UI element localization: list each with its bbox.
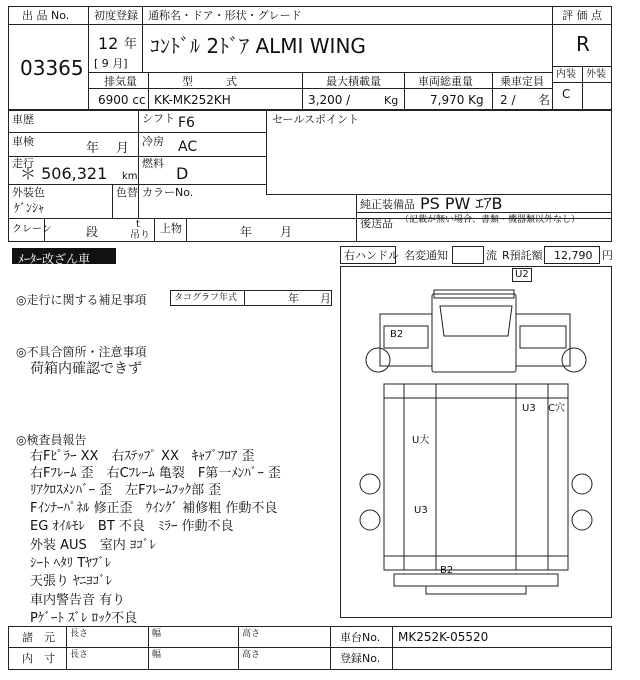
- rear-right-wheel-2: [572, 510, 592, 530]
- reg-year-unit: 年: [124, 37, 138, 52]
- fuel-value: D: [176, 164, 189, 183]
- height-label: 高さ: [242, 629, 261, 639]
- upper-year: 年: [240, 225, 253, 239]
- divider: [404, 72, 405, 110]
- aircon-label: 冷房: [142, 135, 164, 148]
- rear-note: （記載が無い場合、書類・機器類以外なし）: [400, 215, 581, 225]
- mileage-label: 走行: [12, 157, 34, 170]
- interior-grade: C: [562, 87, 571, 101]
- model-name: ｺﾝﾄﾞﾙ 2ﾄﾞｱ ALMI WING: [150, 34, 366, 58]
- divider: [138, 184, 139, 218]
- front-left-wheel: [366, 348, 390, 372]
- divider: [142, 24, 143, 72]
- color-code-label: カラーNo.: [142, 186, 194, 199]
- inspector-line: Pｹﾞｰﾄ ｽﾞﾚ ﾛｯｸ不良: [30, 611, 138, 626]
- tacho-month: 月: [320, 292, 331, 305]
- grade-label: 評 価 点: [562, 9, 602, 22]
- length-label: 長さ: [70, 629, 89, 639]
- capacity-label: 乗車定員: [500, 75, 544, 88]
- tacho-year: 年: [288, 292, 299, 305]
- running-label: ◎走行に関する補足事項: [16, 293, 147, 307]
- chassis-number: MK252K-05520: [398, 630, 489, 644]
- upper-label: 上物: [160, 222, 182, 235]
- rear-step: [426, 586, 526, 594]
- color-no-label: 色替: [116, 186, 138, 199]
- exterior-label: 外装: [586, 69, 606, 80]
- length-label: 長さ: [70, 650, 89, 660]
- divider: [88, 72, 552, 73]
- interior-label: 内装: [556, 69, 576, 80]
- divider: [8, 24, 88, 25]
- lot-label: 出 品 No.: [22, 9, 70, 22]
- height-label: 高さ: [242, 650, 261, 660]
- fuel-label: 燃料: [142, 157, 164, 170]
- divider: [148, 72, 149, 110]
- divider: [88, 24, 552, 25]
- cab-windshield: [440, 306, 512, 336]
- first-reg-label: 初度登録: [94, 9, 138, 22]
- upper-month: 月: [280, 225, 293, 239]
- divider: [492, 72, 493, 110]
- divider: [302, 72, 303, 110]
- aircon-value: AC: [178, 139, 198, 155]
- crane-ton-top: t: [136, 219, 140, 230]
- mark-u2: U2: [515, 269, 529, 280]
- divider: [154, 218, 155, 242]
- inspector-line: 車内警告音 有り: [30, 593, 126, 608]
- inspector-label: ◎検査員報告: [16, 433, 87, 447]
- grade-value: R: [576, 32, 590, 56]
- equipment-value: PS PW ｴｱB: [420, 194, 503, 213]
- crane-label: クレーン: [12, 224, 52, 235]
- inspection-year: 年: [86, 141, 100, 156]
- rhd-label: 右ハンドル: [344, 249, 399, 262]
- divider: [8, 132, 266, 133]
- truck-diagram: [340, 266, 612, 618]
- max-load-label: 最大積載量: [326, 75, 381, 88]
- shift-label: シフト: [142, 112, 175, 125]
- inspector-line: ｼｰﾄ ﾍﾀﾘ Tﾔﾌﾞﾚ: [30, 556, 112, 571]
- max-load-value: 3,200 /: [308, 93, 351, 107]
- mileage-unit: km: [122, 171, 138, 182]
- crane-ton-bottom: 吊り: [130, 230, 150, 241]
- divider: [8, 184, 266, 185]
- cargo-body: [384, 384, 568, 570]
- mileage-value: ＊ 506,321: [20, 164, 108, 183]
- tachograph-label: タコグラフ年式: [174, 293, 238, 303]
- tampered-badge: [12, 248, 116, 264]
- reg-year: 12: [98, 34, 119, 53]
- rear-right-wheel-1: [572, 474, 592, 494]
- specs-label: 諸 元: [22, 631, 55, 644]
- inspector-line: ﾘｱｸﾛｽﾒﾝﾊﾞｰ 歪 左Fﾌﾚｰﾑﾌｯｸ部 歪: [30, 483, 222, 498]
- divider: [244, 290, 245, 306]
- divider: [238, 626, 239, 670]
- mark-b2-front: B2: [390, 329, 404, 340]
- gross-weight-label: 車両総重量: [418, 75, 473, 88]
- gross-weight-value: 7,970 Kg: [430, 93, 484, 107]
- r-fee-unit: 円: [602, 249, 613, 262]
- mark-u3-lower: U3: [414, 505, 428, 516]
- sales-point-label: セールスポイント: [272, 113, 360, 126]
- model-code-value: KK-MK252KH: [154, 93, 231, 107]
- capacity-value: 2 /: [500, 93, 516, 107]
- divider: [392, 626, 393, 670]
- model-label: 通称名・ドア・形状・グレード: [148, 9, 302, 22]
- color-label: 外装色: [12, 186, 45, 199]
- tampered-text: ﾒｰﾀｰ改ざん車: [18, 252, 91, 266]
- equipment-label: 純正装備品: [360, 198, 415, 211]
- divider: [356, 194, 357, 242]
- color-value: ｹﾞﾝｼｬ: [14, 201, 45, 215]
- rear-label: 後送品: [360, 217, 393, 230]
- inspection-label: 車検: [12, 135, 34, 148]
- name-change-box: [452, 246, 484, 264]
- reg-no-label: 登録No.: [340, 652, 381, 665]
- inspector-line: 右Fﾋﾟﾗｰ XX 右ｽﾃｯﾌﾟ XX ｷｬﾌﾞﾌﾛｱ 歪: [30, 449, 255, 464]
- inspector-line: Fｲﾝﾅｰﾊﾟﾈﾙ 修正歪 ｳｲﾝｸﾞ 補修粗 作動不良: [30, 501, 278, 516]
- rear-left-wheel-2: [360, 510, 380, 530]
- max-load-unit: Kg: [384, 94, 399, 107]
- rear-left-wheel-1: [360, 474, 380, 494]
- divider: [8, 156, 266, 157]
- divider: [552, 6, 553, 110]
- crane-stage: 段: [86, 225, 99, 239]
- inspector-line: EG ｵｲﾙﾓﾚ BT 不良 ﾐﾗｰ 作動不良: [30, 519, 234, 534]
- lot-number: 03365: [20, 56, 84, 80]
- displacement-value: 6900 cc: [98, 93, 146, 107]
- divider: [112, 184, 113, 218]
- inspection-month: 月: [116, 141, 130, 156]
- divider: [88, 88, 552, 89]
- rear-bumper: [394, 574, 558, 586]
- width-label: 幅: [152, 650, 162, 660]
- defects-text: 荷箱内確認できず: [30, 361, 142, 377]
- inspector-line: 右Fﾌﾚｰﾑ 歪 右Cﾌﾚｰﾑ 亀裂 F第一ﾒﾝﾊﾞｰ 歪: [30, 466, 281, 481]
- history-label: 車歴: [12, 113, 34, 126]
- cab-right-panel: [520, 326, 566, 348]
- dealer-label: 流: [486, 249, 497, 262]
- displacement-label: 排気量: [104, 75, 137, 88]
- divider: [66, 626, 67, 670]
- divider: [552, 82, 612, 83]
- dims-label: 内 寸: [22, 652, 55, 665]
- divider: [142, 6, 143, 24]
- name-change-label: 名変通知: [404, 249, 448, 262]
- front-right-wheel: [562, 348, 586, 372]
- r-fee-label: R預託額: [502, 249, 543, 262]
- inspector-line: 天張り ﾔﾆﾖｺﾞﾚ: [30, 574, 113, 589]
- divider: [582, 66, 583, 110]
- divider: [148, 626, 149, 670]
- mark-u3-upper: U3: [522, 403, 536, 414]
- divider: [8, 647, 612, 648]
- shift-value: F6: [178, 115, 195, 131]
- divider: [266, 110, 267, 194]
- chassis-label: 車台No.: [340, 631, 381, 644]
- footer-frame: [8, 626, 612, 670]
- mark-c-hole: C穴: [548, 403, 565, 414]
- width-label: 幅: [152, 629, 162, 639]
- mark-u-large: U大: [412, 435, 430, 446]
- divider: [186, 218, 187, 242]
- defects-label: ◎不具合箇所・注意事項: [16, 345, 147, 359]
- model-code-label: 型 式: [182, 75, 237, 88]
- reg-month: [ 9 月]: [94, 57, 128, 70]
- mark-b2-rear: B2: [440, 565, 454, 576]
- r-fee-value: 12,790: [554, 249, 593, 262]
- divider: [138, 110, 139, 184]
- divider: [552, 24, 612, 25]
- cab-left-door: [380, 314, 432, 366]
- inspector-line: 外装 AUS 室内 ﾖｺﾞﾚ: [30, 538, 156, 553]
- divider: [330, 626, 331, 670]
- divider: [88, 6, 89, 110]
- capacity-unit: 名: [538, 93, 551, 107]
